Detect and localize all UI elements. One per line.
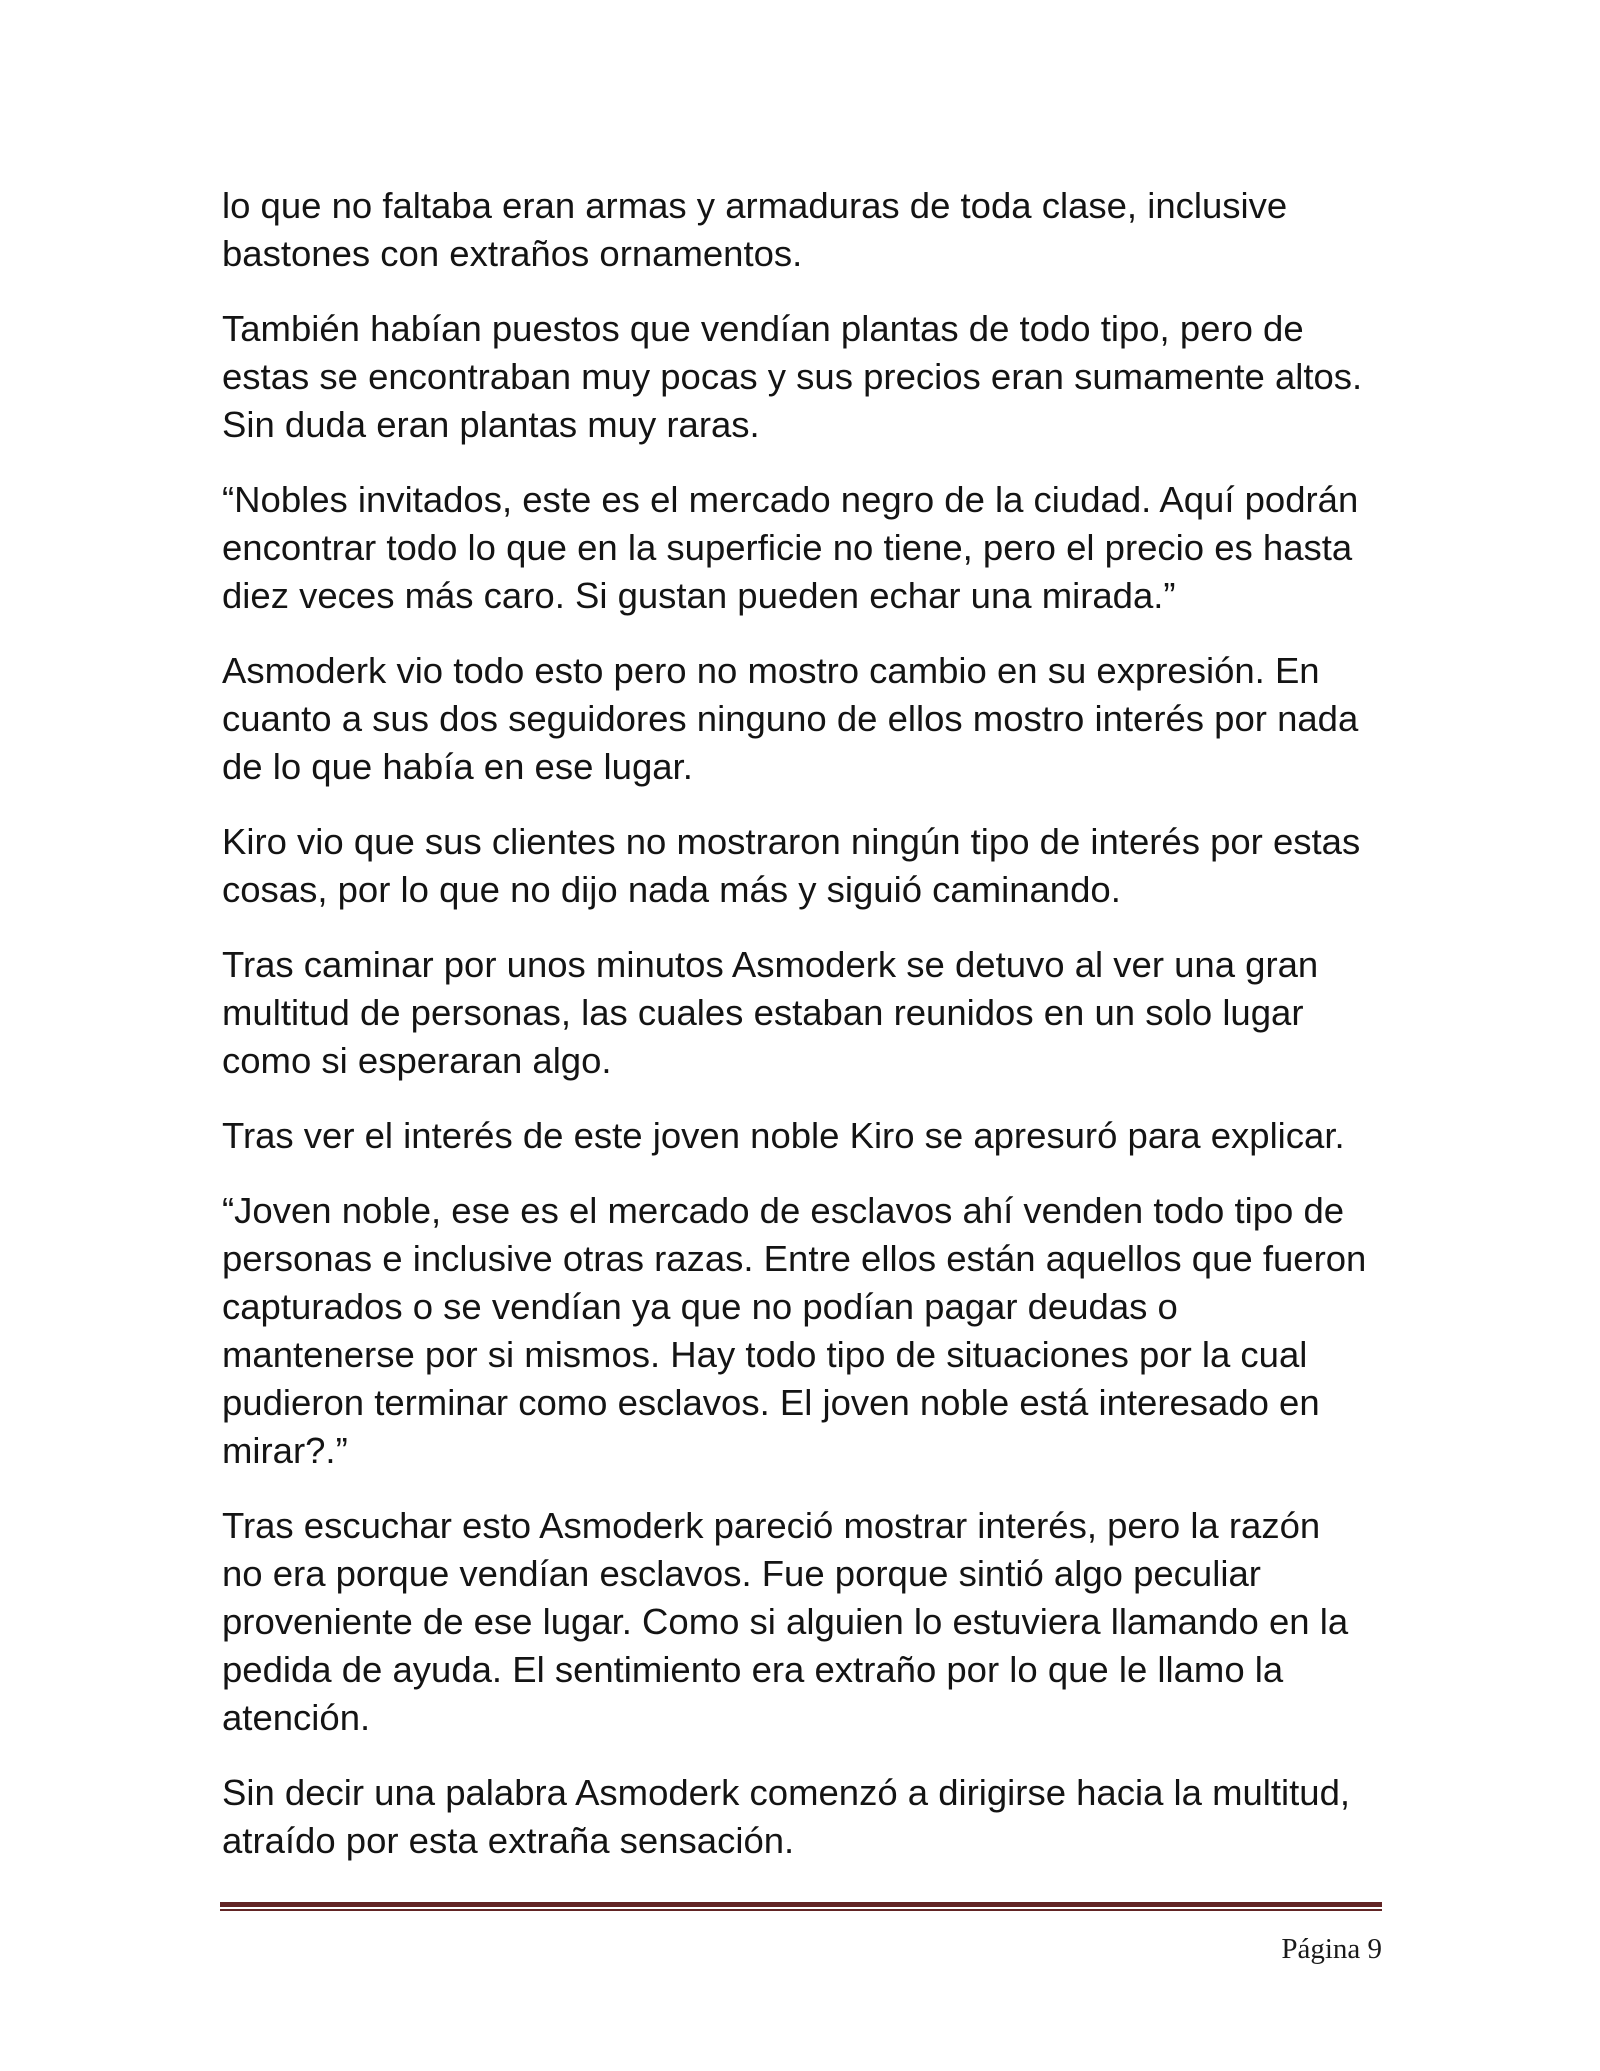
paragraph-line: atención.: [222, 1697, 371, 1738]
paragraph-line: no era porque vendían esclavos. Fue porque sintió algo peculiar: [222, 1553, 1261, 1594]
page-body: [222, 182, 1382, 1892]
paragraph-line: “Joven noble, ese es el mercado de esclavos ahí venden todo tipo de: [222, 1190, 1345, 1231]
page-number: Página 9: [1281, 1933, 1382, 1965]
paragraph-line: bastones con extraños ornamentos.: [222, 233, 803, 274]
paragraph-line: pudieron terminar como esclavos. El joven noble está interesado en: [222, 1382, 1320, 1423]
paragraph-2: [222, 305, 1382, 449]
paragraph-6: [222, 941, 1382, 1085]
paragraph-line: Tras ver el interés de este joven noble Kiro se apresuró para explicar.: [222, 1115, 1345, 1156]
paragraph-line: pedida de ayuda. El sentimiento era extraño por lo que le llamo la: [222, 1649, 1284, 1690]
paragraph-line: atraído por esta extraña sensación.: [222, 1820, 795, 1861]
paragraph-line: capturados o se vendían ya que no podían pagar deudas o: [222, 1286, 1178, 1327]
paragraph-3: [222, 476, 1382, 620]
paragraph-line: Asmoderk vio todo esto pero no mostro cambio en su expresión. En: [222, 650, 1320, 691]
paragraph-line: diez veces más caro. Si gustan pueden echar una mirada.”: [222, 575, 1176, 616]
paragraph-line: Tras escuchar esto Asmoderk pareció mostrar interés, pero la razón: [222, 1505, 1321, 1546]
paragraph-7: [222, 1112, 1382, 1160]
paragraph-8: [222, 1187, 1382, 1475]
paragraph-9: [222, 1502, 1382, 1742]
paragraph-1: [222, 182, 1382, 278]
paragraph-line: Tras caminar por unos minutos Asmoderk se detuvo al ver una gran: [222, 944, 1319, 985]
paragraph-line: También habían puestos que vendían plantas de todo tipo, pero de: [222, 308, 1304, 349]
paragraph-line: lo que no faltaba eran armas y armaduras de toda clase, inclusive: [222, 185, 1288, 226]
paragraph-line: mantenerse por si mismos. Hay todo tipo de situaciones por la cual: [222, 1334, 1308, 1375]
paragraph-10: [222, 1769, 1382, 1865]
paragraph-line: Kiro vio que sus clientes no mostraron ningún tipo de interés por estas: [222, 821, 1361, 862]
paragraph-line: como si esperaran algo.: [222, 1040, 612, 1081]
paragraph-line: cuanto a sus dos seguidores ninguno de ellos mostro interés por nada: [222, 698, 1359, 739]
paragraph-line: cosas, por lo que no dijo nada más y siguió caminando.: [222, 869, 1121, 910]
paragraph-line: encontrar todo lo que en la superficie no tiene, pero el precio es hasta: [222, 527, 1353, 568]
paragraph-line: personas e inclusive otras razas. Entre ellos están aquellos que fueron: [222, 1238, 1367, 1279]
paragraph-line: Sin decir una palabra Asmoderk comenzó a dirigirse hacia la multitud,: [222, 1772, 1351, 1813]
paragraph-line: proveniente de ese lugar. Como si alguien lo estuviera llamando en la: [222, 1601, 1349, 1642]
paragraph-4: [222, 647, 1382, 791]
paragraph-line: estas se encontraban muy pocas y sus precios eran sumamente altos.: [222, 356, 1363, 397]
paragraph-line: mirar?.”: [222, 1430, 348, 1471]
paragraph-line: de lo que había en ese lugar.: [222, 746, 693, 787]
paragraph-line: Sin duda eran plantas muy raras.: [222, 404, 760, 445]
footer-divider: [220, 1902, 1382, 1911]
footer-divider-thin-line: [220, 1909, 1382, 1911]
paragraph-line: “Nobles invitados, este es el mercado negro de la ciudad. Aquí podrán: [222, 479, 1359, 520]
paragraph-5: [222, 818, 1382, 914]
footer-divider-thick-line: [220, 1902, 1382, 1907]
paragraph-line: multitud de personas, las cuales estaban reunidos en un solo lugar: [222, 992, 1304, 1033]
